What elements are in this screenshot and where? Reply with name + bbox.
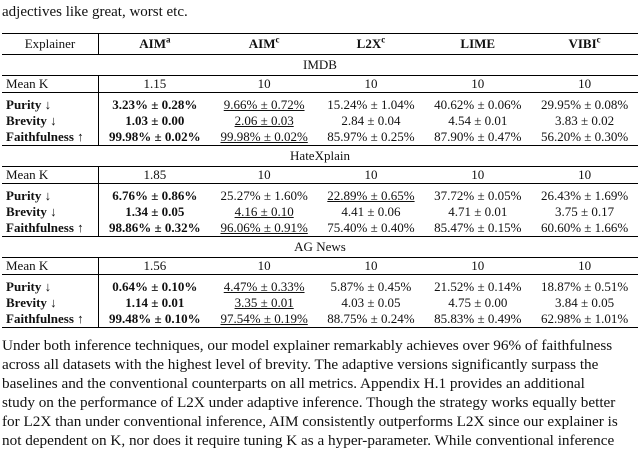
- mean-k-row: [2, 258, 638, 275]
- para-line: across all datasets with the highest level of brevity. The adaptive versions significantly surpass the: [2, 356, 599, 373]
- table-body: [2, 55, 638, 328]
- para-line: not dependent on K, nor does it require tuning K as a hyper-parameter. While conventional inference: [2, 432, 615, 449]
- para-line: for L2X than under conventional inference, AIM consistently outperforms L2X since our explainer is: [2, 413, 618, 430]
- table-row: [2, 279, 638, 295]
- table-cell: 99.48% ± 0.10%: [99, 311, 211, 328]
- table-cell: 4.47% ± 0.33%: [223, 279, 305, 294]
- table-cell: 10: [531, 258, 638, 275]
- header-aim-c: AIM$^c$: [211, 34, 318, 55]
- table-cell: 85.83% ± 0.49%: [424, 311, 531, 328]
- table-cell: 99.98% ± 0.02%: [211, 129, 318, 146]
- intro-text: adjectives like great, worst etc.: [2, 4, 188, 20]
- header-aim-a: AIM$^a$: [99, 34, 211, 55]
- row-label: Purity ↓: [2, 279, 99, 295]
- table-cell: 85.97% ± 0.25%: [318, 129, 425, 146]
- table-cell: 4.54 ± 0.01: [448, 113, 508, 128]
- row-label: Faithfulness ↑: [2, 311, 99, 328]
- table-row: [2, 188, 638, 204]
- table-cell: 1.14 ± 0.01: [125, 295, 185, 310]
- table-cell: 10: [531, 167, 638, 184]
- table-cell: 1.15: [99, 76, 211, 93]
- table-cell: 10: [424, 258, 531, 275]
- table-cell: 37.72% ± 0.05%: [434, 188, 522, 203]
- table-cell: 1.34 ± 0.05: [125, 204, 185, 219]
- table-cell: 1.56: [99, 258, 211, 275]
- table-cell: 88.75% ± 0.24%: [318, 311, 425, 328]
- table-cell: 4.03 ± 0.05: [341, 295, 401, 310]
- table-header-row: [2, 34, 638, 55]
- row-label: Brevity ↓: [2, 113, 99, 129]
- table-cell: 18.87% ± 0.51%: [540, 279, 629, 294]
- table-cell: 62.98% ± 1.01%: [531, 311, 638, 328]
- para-line: Under both inference techniques, our model explainer remarkably achieves over 96% of faithfulness: [2, 337, 613, 354]
- row-label: Mean K: [2, 167, 99, 184]
- table-cell: 3.35 ± 0.01: [234, 295, 294, 310]
- table-cell: 2.06 ± 0.03: [234, 113, 294, 128]
- header-l2x: $L2X^c$: [318, 34, 425, 55]
- table-cell: 85.47% ± 0.15%: [424, 220, 531, 237]
- intro-line: [2, 2, 188, 22]
- row-label: Brevity ↓: [2, 204, 99, 220]
- header-explainer: Explainer: [2, 34, 99, 55]
- row-label: Mean K: [2, 76, 99, 93]
- table-row: [2, 129, 638, 146]
- table-cell: 26.43% ± 1.69%: [540, 188, 629, 203]
- row-label: Purity ↓: [2, 188, 99, 204]
- table-cell: 99.98% ± 0.02%: [99, 129, 211, 146]
- table-cell: 15.24% ± 1.04%: [327, 97, 415, 112]
- table-cell: 4.41 ± 0.06: [341, 204, 401, 219]
- table-cell: 75.40% ± 0.40%: [318, 220, 425, 237]
- table-cell: 10: [211, 76, 318, 93]
- table-cell: 21.52% ± 0.14%: [434, 279, 522, 294]
- section-header-row: [2, 146, 638, 167]
- section-title: AG News: [2, 237, 638, 258]
- para-line: study on the performance of L2X under adaptive inference. Though the strategy works equally better: [2, 394, 616, 411]
- table-cell: 10: [424, 76, 531, 93]
- table-row: [2, 113, 638, 129]
- header-vibi: VIBI$^c$: [531, 34, 638, 55]
- section-title: HateXplain: [2, 146, 638, 167]
- table-row: [2, 220, 638, 237]
- table-row: [2, 97, 638, 113]
- table-cell: 1.03 ± 0.00: [125, 113, 185, 128]
- table-cell: 40.62% ± 0.06%: [434, 97, 522, 112]
- results-table: [2, 33, 638, 328]
- table-cell: 5.87% ± 0.45%: [330, 279, 412, 294]
- table-cell: 4.16 ± 0.10: [234, 204, 294, 219]
- table-cell: 10: [318, 258, 425, 275]
- row-label: Purity ↓: [2, 97, 99, 113]
- table-cell: 6.76% ± 0.86%: [112, 188, 198, 203]
- table-cell: 4.71 ± 0.01: [448, 204, 508, 219]
- table-cell: 4.75 ± 0.00: [448, 295, 508, 310]
- table-cell: 22.89% ± 0.65%: [327, 188, 415, 203]
- table-cell: 96.06% ± 0.91%: [211, 220, 318, 237]
- table-cell: 10: [531, 76, 638, 93]
- section-title: IMDB: [2, 55, 638, 76]
- table-cell: 10: [211, 167, 318, 184]
- table-row: [2, 295, 638, 311]
- mean-k-row: [2, 76, 638, 93]
- table-cell: 60.60% ± 1.66%: [531, 220, 638, 237]
- section-header-row: [2, 237, 638, 258]
- table-cell: 3.23% ± 0.28%: [112, 97, 198, 112]
- table-cell: 25.27% ± 1.60%: [220, 188, 308, 203]
- row-label: Mean K: [2, 258, 99, 275]
- table-cell: 56.20% ± 0.30%: [531, 129, 638, 146]
- table-cell: 3.83 ± 0.02: [555, 113, 615, 128]
- table-cell: 2.84 ± 0.04: [341, 113, 401, 128]
- table-cell: 3.84 ± 0.05: [555, 295, 615, 310]
- table-row: [2, 204, 638, 220]
- table-cell: 10: [211, 258, 318, 275]
- row-label: Faithfulness ↑: [2, 129, 99, 146]
- header-lime: LIME: [424, 34, 531, 55]
- table-cell: 0.64% ± 0.10%: [112, 279, 198, 294]
- table-cell: 10: [318, 167, 425, 184]
- row-label: Faithfulness ↑: [2, 220, 99, 237]
- table-cell: 98.86% ± 0.32%: [99, 220, 211, 237]
- table-cell: 29.95% ± 0.08%: [540, 97, 629, 112]
- table-cell: 97.54% ± 0.19%: [211, 311, 318, 328]
- table-row: [2, 311, 638, 328]
- table-cell: 3.75 ± 0.17: [555, 204, 615, 219]
- section-header-row: [2, 55, 638, 76]
- para-line: baselines and the conventional counterparts on all metrics. Appendix H.1 provides an additional: [2, 375, 585, 392]
- table-cell: 10: [424, 167, 531, 184]
- table-cell: 1.85: [99, 167, 211, 184]
- table-cell: 87.90% ± 0.47%: [424, 129, 531, 146]
- mean-k-row: [2, 167, 638, 184]
- row-label: Brevity ↓: [2, 295, 99, 311]
- table-cell: 9.66% ± 0.72%: [223, 97, 305, 112]
- table-cell: 10: [318, 76, 425, 93]
- body-paragraph: [2, 336, 638, 450]
